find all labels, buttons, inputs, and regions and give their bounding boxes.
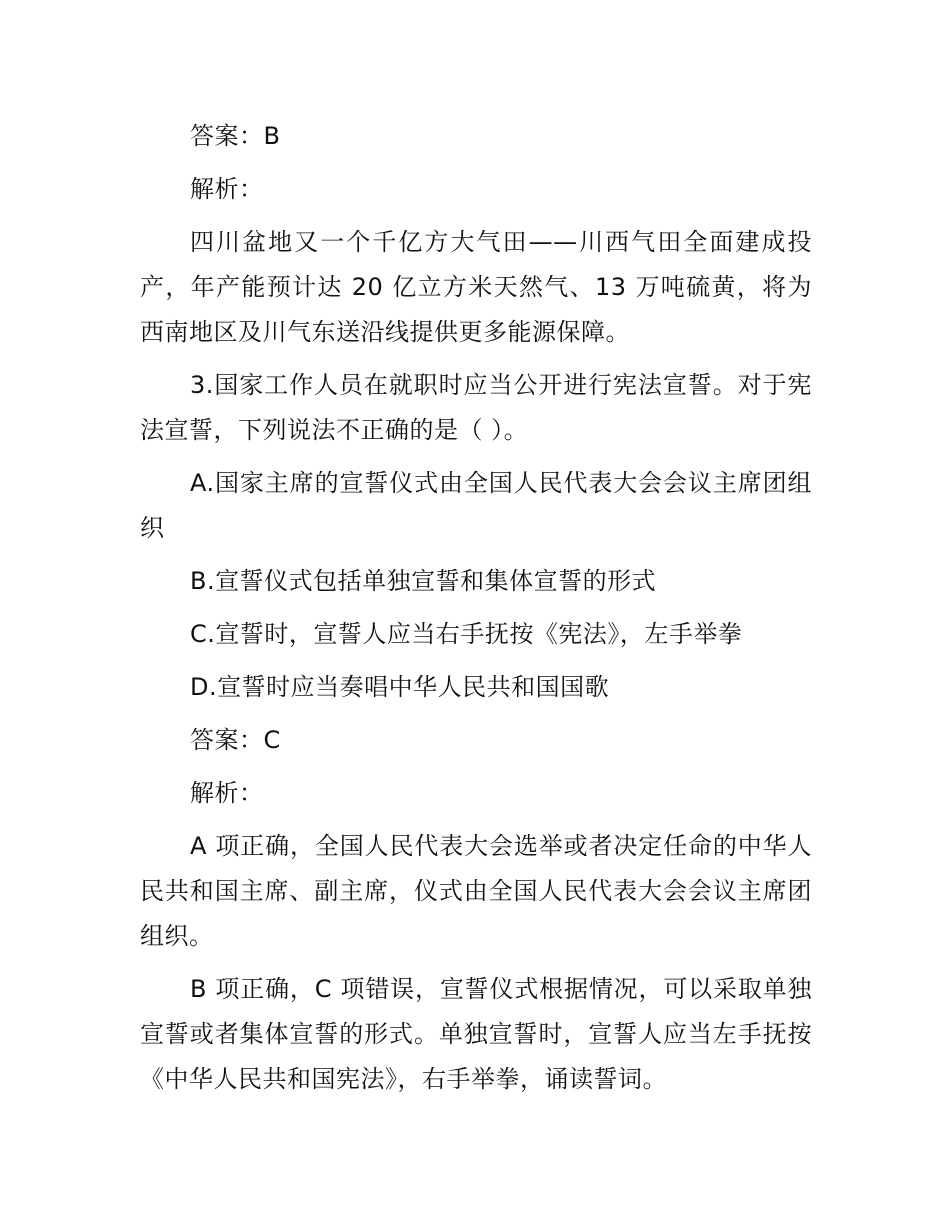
question-text: 3.国家工作人员在就职时应当公开进行宪法宣誓。对于宪法宣誓，下列说法不正确的是（ ）。 <box>140 371 812 444</box>
analysis-paragraph: 四川盆地又一个千亿方大气田——川西气田全面建成投产，年产能预计达 20 亿立方米天然气、13 万吨硫黄，将为西南地区及川气东送沿线提供更多能源保障。 <box>140 228 812 346</box>
document-page <box>140 114 812 1110</box>
answer-line: 答案：C <box>190 726 281 754</box>
analysis-paragraph: A 项正确，全国人民代表大会选举或者决定任命的中华人民共和国主席、副主席，仪式由全国人民代表大会会议主席团组织。 <box>140 832 812 950</box>
option-b: B.宣誓仪式包括单独宣誓和集体宣誓的形式 <box>190 567 657 595</box>
option-c: C.宣誓时，宣誓人应当右手抚按《宪法》，左手举拳 <box>190 620 743 648</box>
analysis-label: 解析： <box>190 175 264 203</box>
option-a: A.国家主席的宣誓仪式由全国人民代表大会会议主席团组织 <box>140 469 812 542</box>
analysis-label: 解析： <box>190 779 264 807</box>
option-d: D.宣誓时应当奏唱中华人民共和国国歌 <box>190 673 610 701</box>
answer-line: 答案：B <box>190 122 281 150</box>
analysis-paragraph: B 项正确，C 项错误，宣誓仪式根据情况，可以采取单独宣誓或者集体宣誓的形式。单独宣誓时，宣誓人应当左手抚按《中华人民共和国宪法》，右手举拳，诵读誓词。 <box>140 975 812 1093</box>
